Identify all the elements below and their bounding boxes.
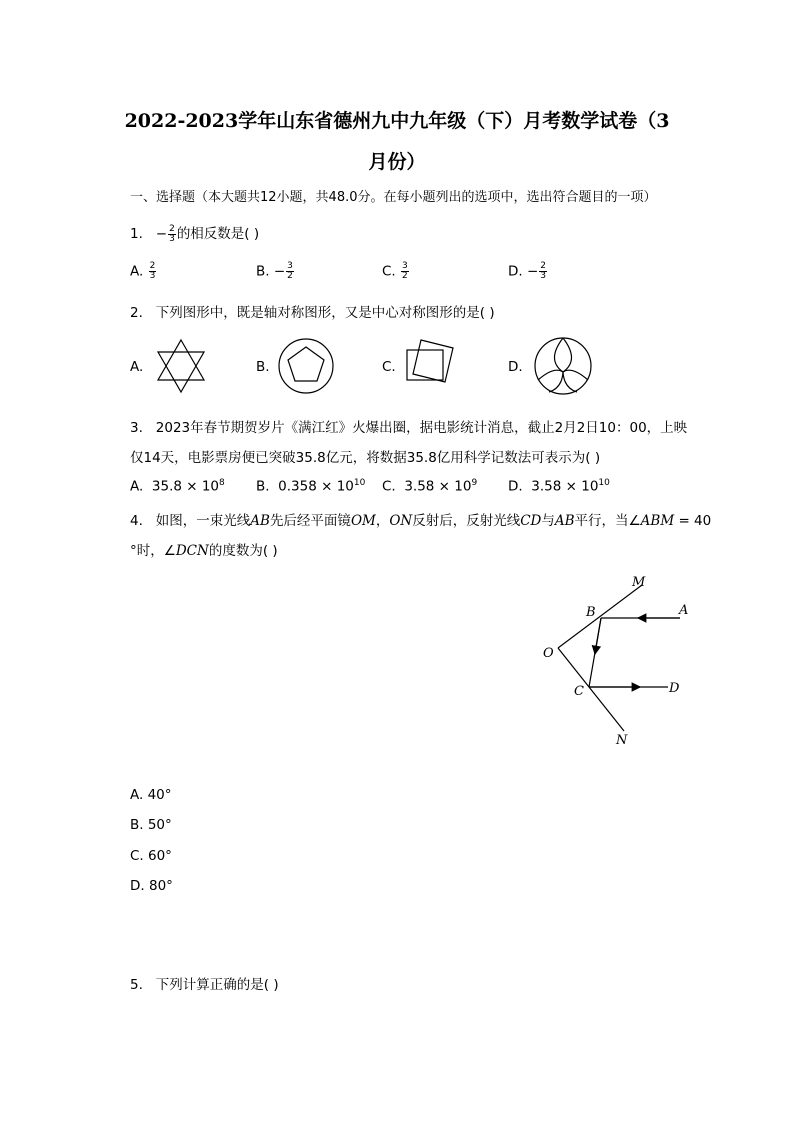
question-number: 5. xyxy=(130,977,143,993)
label-o: O xyxy=(543,646,554,661)
pentagon-in-circle-figure xyxy=(276,337,336,395)
question-3-option-a[interactable]: A. $35.8 \times 10^8$ xyxy=(130,478,225,495)
mirror-om-line xyxy=(558,585,642,648)
question-1-stem xyxy=(130,222,259,244)
question-text: 的相反数是( ) xyxy=(176,226,260,242)
label-c: C xyxy=(574,684,584,699)
question-2-stem xyxy=(130,301,495,321)
question-5-stem xyxy=(130,973,279,993)
question-4-stem-line-2: °时，∠DCN的度数为( ) xyxy=(130,543,278,559)
question-4-option-d[interactable]: D. 80° xyxy=(130,878,173,894)
label-n: N xyxy=(616,733,628,748)
question-4-option-b[interactable]: B. 50° xyxy=(130,817,172,833)
question-text: 下列图形中，既是轴对称图形，又是中心对称图形的是( ) xyxy=(155,305,495,321)
question-2-option-a-label[interactable]: A. xyxy=(130,359,144,375)
mirror-reflection-diagram xyxy=(538,568,698,753)
question-2-option-c-label[interactable]: C. xyxy=(382,359,396,375)
question-3-option-b[interactable]: B. $0.358 \times 10^{10}$ xyxy=(256,478,366,495)
question-2-option-b-label[interactable]: B. xyxy=(256,359,270,375)
label-d: D xyxy=(669,681,680,696)
question-number: 2. xyxy=(130,305,143,321)
question-1-option-b[interactable]: B. − $\frac{3}{2}$ xyxy=(256,261,293,281)
question-4-option-c[interactable]: C. 60° xyxy=(130,848,172,864)
hexagram-figure xyxy=(154,338,208,394)
label-b: B xyxy=(586,605,596,620)
question-number: 4. xyxy=(130,513,143,529)
question-1-option-a[interactable]: A. $\frac{2}{3}$ xyxy=(130,261,156,281)
question-3-option-c[interactable]: C. $3.58 \times 10^9$ xyxy=(382,478,478,495)
minus-sign: − xyxy=(155,226,168,242)
page-title-line-2: 月份） xyxy=(368,151,426,173)
question-2-option-d-label[interactable]: D. xyxy=(508,359,523,375)
question-4-stem-line-1: 4. 如图，一束光线AB先后经平面镜OM，ON反射后，反射光线CD与AB平行，当∠ABM = 40 xyxy=(130,513,712,529)
question-3-stem-line-2: 仅14天，电影票房便已突破35.8亿元，将数据35.8亿用科学记数法可表示为( ) xyxy=(130,450,601,466)
three-arcs-in-circle-figure xyxy=(532,336,594,396)
question-3-stem-line-1: 3. 2023年春节期贺岁片《满江红》火爆出圈，据电影统计消息，截止2月2日10：00，上映 xyxy=(130,420,688,436)
question-number: 3. xyxy=(130,420,143,436)
page-title-line-1: 2022-2023学年山东省德州九中九年级（下）月考数学试卷（3 xyxy=(124,110,670,132)
label-a: A xyxy=(679,603,689,618)
question-3-option-d[interactable]: D. $3.58 \times 10^{10}$ xyxy=(508,478,610,495)
label-m: M xyxy=(632,575,646,590)
rotated-squares-figure xyxy=(401,336,457,394)
question-number: 1. xyxy=(130,226,143,242)
question-1-option-d[interactable]: D. − $\frac{2}{3}$ xyxy=(508,261,547,281)
question-text: 下列计算正确的是( ) xyxy=(155,977,279,993)
question-4-option-a[interactable]: A. 40° xyxy=(130,787,172,803)
question-1-option-c[interactable]: C. $\frac{3}{2}$ xyxy=(382,261,408,281)
mirror-on-line xyxy=(558,648,624,731)
fraction: $\frac{2}{3}$ xyxy=(169,223,175,244)
section-heading: 一、选择题（本大题共12小题，共48.0分。在每小题列出的选项中，选出符合题目的一项） xyxy=(130,190,657,205)
